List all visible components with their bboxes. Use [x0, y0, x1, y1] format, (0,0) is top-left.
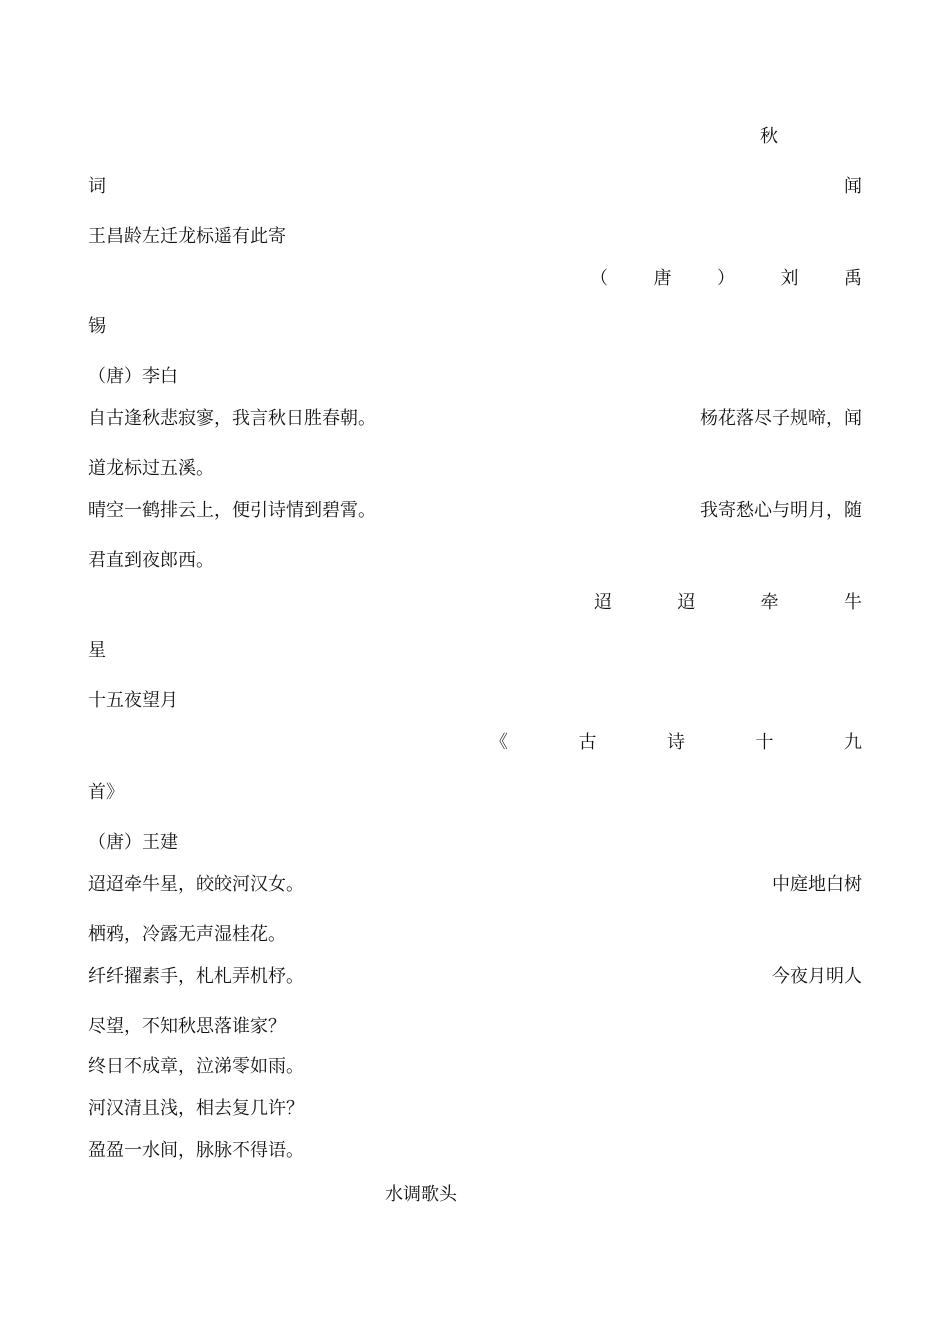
title-ci-char: 词	[88, 176, 106, 197]
poem5-title: 水调歌头	[385, 1184, 457, 1205]
poem4-line2-start: 今夜月明人	[772, 966, 862, 987]
poem1-author-char: ）	[717, 268, 735, 289]
poem3-line1: 迢迢牵牛星，皎皎河汉女。	[88, 874, 304, 895]
poem3-source-char: 九	[844, 732, 862, 753]
poem3-source-char: 《	[490, 732, 508, 753]
poem3-source-char: 诗	[667, 732, 685, 753]
title-wen-char: 闻	[844, 176, 862, 197]
poem4-line1-end: 栖鸦，冷露无声湿桂花。	[88, 924, 286, 945]
poem4-line1-start: 中庭地白树	[772, 874, 862, 895]
poem3-source-tail: 首》	[88, 782, 124, 803]
poem3-source-spread	[490, 732, 862, 754]
poem2-line1-end: 道龙标过五溪。	[88, 458, 214, 479]
poem1-author-spread	[590, 268, 862, 290]
poem3-line3: 终日不成章，泣涕零如雨。	[88, 1056, 304, 1077]
poem1-line2: 晴空一鹤排云上，便引诗情到碧霄。	[88, 500, 376, 521]
poem3-source-char: 十	[755, 732, 774, 753]
poem1-author-char: （	[590, 268, 608, 289]
poem4-author: （唐）王建	[88, 832, 178, 853]
poem3-title-tail: 星	[88, 640, 106, 661]
poem3-title-char: 牵	[760, 592, 779, 613]
poem1-author-char: 刘	[780, 268, 799, 289]
poem2-title: 王昌龄左迁龙标遥有此寄	[88, 226, 286, 247]
poem3-title-char: 牛	[843, 592, 862, 613]
poem3-line4: 河汉清且浅，相去复几许？	[88, 1098, 304, 1119]
poem3-line2: 纤纤擢素手，札札弄机杼。	[88, 966, 304, 987]
poem1-author-char: 唐	[653, 268, 672, 289]
poem1-author-tail: 锡	[88, 316, 106, 337]
poem4-line2-end: 尽望，不知秋思落谁家？	[88, 1016, 286, 1037]
poem2-author: （唐）李白	[88, 366, 178, 387]
poem3-title-spread	[594, 592, 862, 614]
poem2-line2-end: 君直到夜郎西。	[88, 550, 214, 571]
poem3-line5: 盈盈一水间，脉脉不得语。	[88, 1140, 304, 1161]
poem3-source-char: 古	[578, 732, 597, 753]
poem1-author-char: 禹	[844, 268, 862, 289]
poem1-line1: 自古逢秋悲寂寥，我言秋日胜春朝。	[88, 408, 376, 429]
poem4-title: 十五夜望月	[88, 690, 178, 711]
title-qiu-char: 秋	[760, 126, 778, 147]
poem2-line2-start: 我寄愁心与明月，随	[700, 500, 862, 521]
poem3-title-char: 迢	[677, 592, 696, 613]
poem2-line1-start: 杨花落尽子规啼，闻	[700, 408, 862, 429]
poem3-title-char: 迢	[594, 592, 612, 613]
